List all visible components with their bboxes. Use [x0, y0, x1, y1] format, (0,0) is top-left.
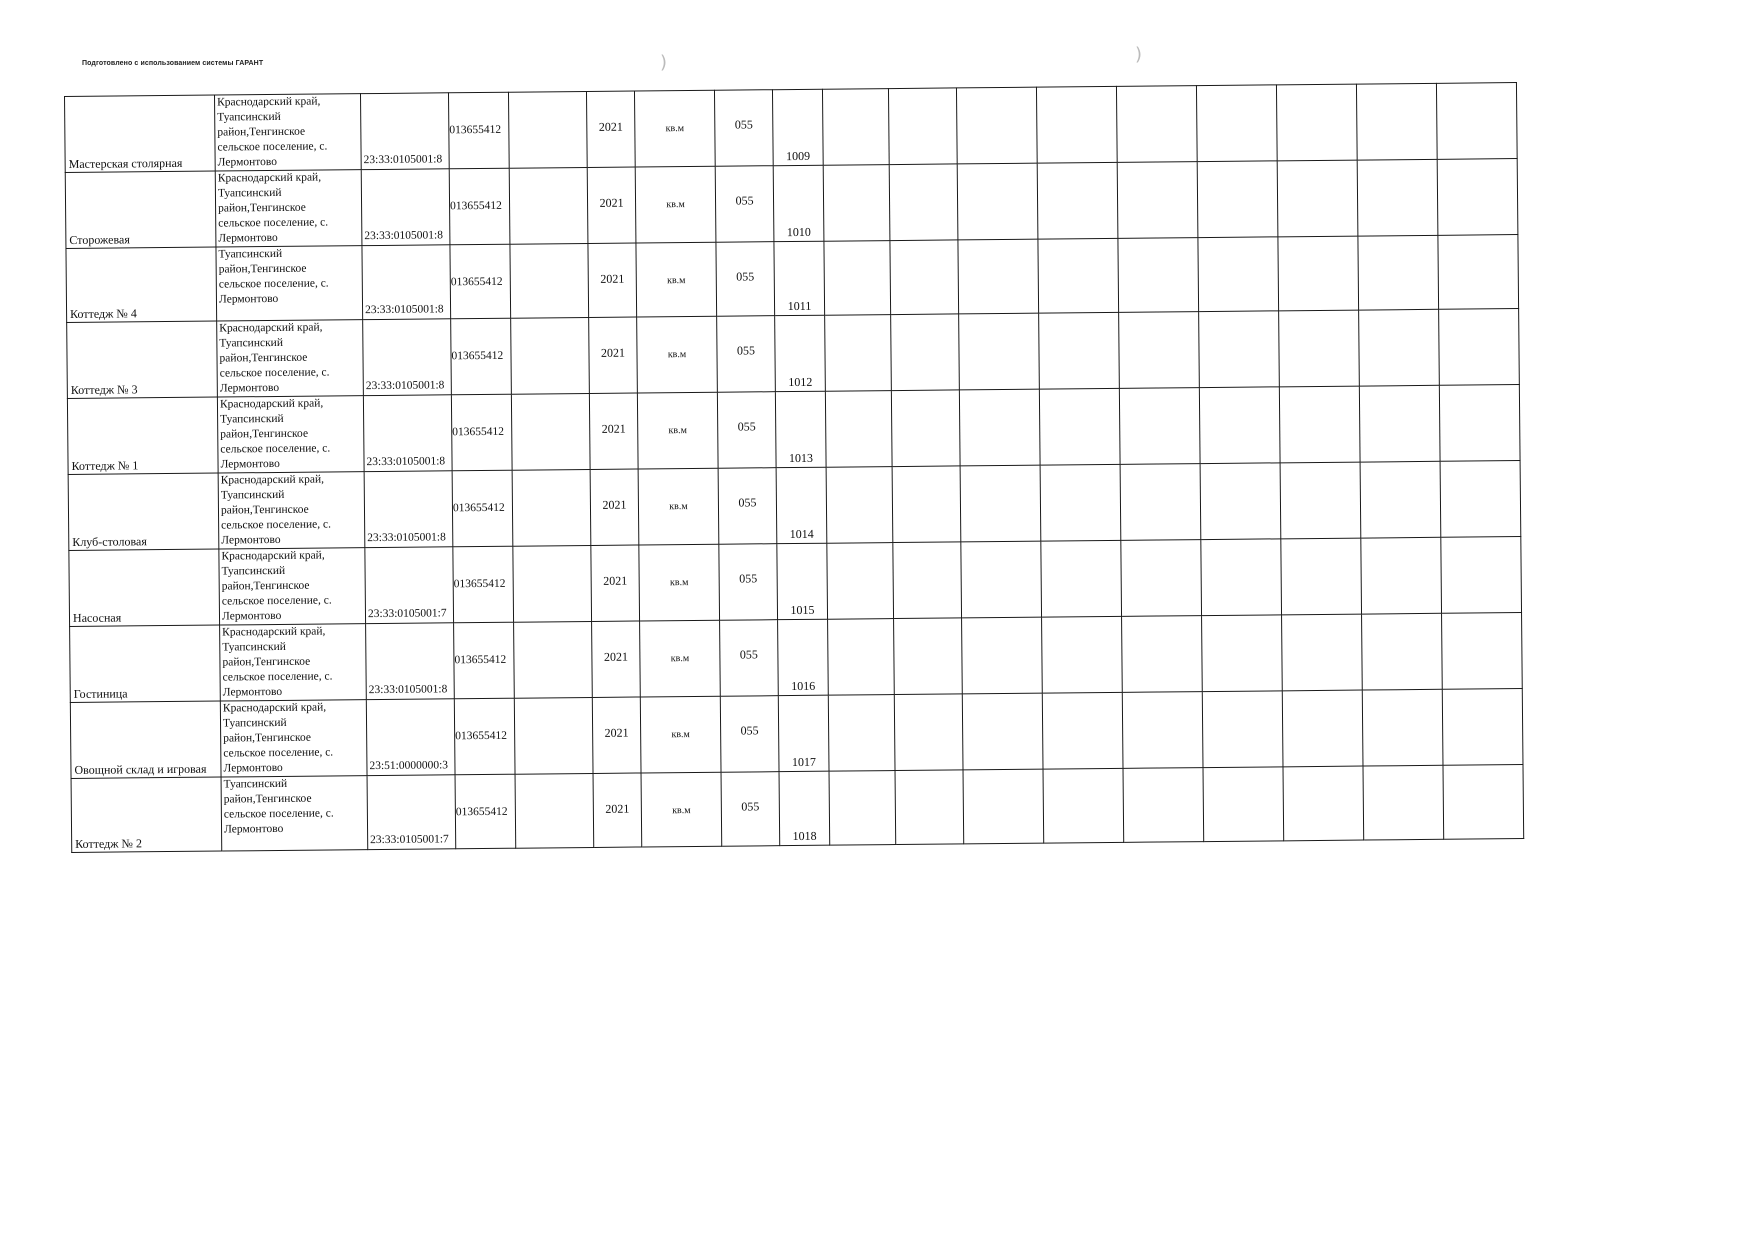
inventory-number-cell: 1014 — [776, 467, 827, 543]
empty-cell — [1121, 540, 1202, 617]
inventory-number-cell: 1017 — [778, 695, 829, 771]
unit-code-cell: 055 — [717, 316, 776, 393]
empty-cell — [1359, 309, 1440, 386]
address-cell: Туапсинский район,Тенгинское сельское поселение, с. Лермонтово — [216, 246, 363, 321]
empty-cell — [892, 466, 961, 543]
unit-code-cell: 055 — [715, 166, 774, 243]
empty-cell — [956, 87, 1037, 164]
year-cell: 2021 — [586, 91, 635, 167]
empty-cell — [1279, 386, 1360, 463]
empty-cell — [1117, 162, 1198, 239]
empty-cell — [1283, 766, 1364, 841]
empty-cell — [1202, 691, 1283, 768]
address-cell: Туапсинский район,Тенгинское сельское поселение, с. Лермонтово — [221, 776, 368, 851]
okpo-code-cell: 013655412 — [454, 622, 515, 699]
empty-cell — [1122, 692, 1203, 769]
cadastral-number-cell: 23:51:0000000:3 — [366, 699, 455, 776]
empty-cell — [510, 243, 589, 318]
cadastral-number-cell: 23:33:0105001:8 — [360, 93, 449, 170]
table-row — [69, 537, 1522, 627]
address-cell: Краснодарский край, Туапсинский район,Тенгинское сельское поселение, с. Лермонтово — [217, 320, 364, 397]
header-note: Подготовлено с использованием системы ГАРАНТ — [82, 60, 264, 67]
unit-cell: кв.м — [639, 544, 720, 621]
empty-cell — [961, 541, 1042, 618]
empty-cell — [895, 770, 964, 845]
unit-cell: кв.м — [637, 392, 718, 469]
address-cell: Краснодарский край, Туапсинский район,Тенгинское сельское поселение, с. Лермонтово — [220, 700, 367, 777]
property-register-table — [64, 82, 1524, 853]
empty-cell — [1437, 159, 1518, 236]
object-name-cell: Овощной склад и игровая — [70, 701, 221, 778]
okpo-code-cell: 013655412 — [449, 168, 510, 245]
cadastral-number-cell: 23:33:0105001:8 — [362, 245, 451, 320]
empty-cell — [958, 239, 1039, 314]
year-cell: 2021 — [589, 393, 638, 469]
empty-cell — [828, 695, 895, 772]
empty-cell — [513, 545, 592, 622]
empty-cell — [827, 543, 894, 620]
empty-cell — [1362, 689, 1443, 766]
object-name-cell: Гостиница — [70, 625, 221, 702]
empty-cell — [515, 773, 594, 848]
table-row — [68, 461, 1521, 551]
empty-cell — [829, 771, 896, 846]
empty-cell — [1041, 540, 1122, 617]
empty-cell — [962, 617, 1043, 694]
empty-cell — [1198, 237, 1279, 312]
year-cell: 2021 — [590, 469, 639, 545]
address-cell: Краснодарский край, Туапсинский район,Тенгинское сельское поселение, с. Лермонтово — [215, 170, 362, 247]
object-name-cell: Сторожевая — [65, 171, 216, 248]
table-row — [67, 309, 1520, 399]
empty-cell — [1037, 162, 1118, 239]
year-cell: 2021 — [587, 167, 636, 243]
okpo-code-cell: 013655412 — [455, 774, 516, 849]
empty-cell — [960, 465, 1041, 542]
object-name-cell: Насосная — [69, 549, 220, 626]
unit-cell: кв.м — [636, 242, 717, 317]
empty-cell — [963, 769, 1044, 844]
empty-cell — [1118, 238, 1199, 313]
empty-cell — [824, 241, 891, 316]
empty-cell — [826, 467, 893, 544]
empty-cell — [828, 619, 895, 696]
empty-cell — [1199, 387, 1280, 464]
okpo-code-cell: 013655412 — [453, 546, 514, 623]
empty-cell — [822, 89, 889, 166]
address-cell: Краснодарский край, Туапсинский район,Тенгинское сельское поселение, с. Лермонтово — [217, 396, 364, 473]
unit-cell: кв.м — [635, 166, 716, 243]
scan-artifact-mark: ) — [1135, 44, 1143, 65]
empty-cell — [823, 165, 890, 242]
unit-code-cell: 055 — [719, 544, 778, 621]
empty-cell — [1123, 768, 1204, 843]
empty-cell — [1119, 388, 1200, 465]
inventory-number-cell: 1010 — [773, 165, 824, 241]
unit-code-cell: 055 — [720, 620, 779, 697]
empty-cell — [959, 389, 1040, 466]
object-name-cell: Коттедж № 4 — [66, 247, 217, 322]
year-cell: 2021 — [589, 317, 638, 393]
empty-cell — [894, 694, 963, 771]
empty-cell — [1358, 235, 1439, 310]
cadastral-number-cell: 23:33:0105001:8 — [361, 169, 450, 246]
unit-cell: кв.м — [641, 772, 722, 847]
empty-cell — [1038, 238, 1119, 313]
cadastral-number-cell: 23:33:0105001:8 — [363, 395, 452, 472]
table-row — [66, 235, 1519, 323]
table-row — [71, 765, 1524, 853]
empty-cell — [1116, 86, 1197, 163]
okpo-code-cell: 013655412 — [452, 470, 513, 547]
table-row — [65, 159, 1518, 249]
empty-cell — [1043, 768, 1124, 843]
empty-cell — [959, 313, 1040, 390]
empty-cell — [825, 315, 892, 392]
empty-cell — [890, 240, 959, 315]
year-cell: 2021 — [591, 545, 640, 621]
unit-cell: кв.м — [637, 316, 718, 393]
inventory-number-cell: 1009 — [772, 89, 823, 165]
empty-cell — [962, 693, 1043, 770]
empty-cell — [512, 469, 591, 546]
inventory-number-cell: 1012 — [775, 315, 826, 391]
okpo-code-cell: 013655412 — [454, 698, 515, 775]
empty-cell — [1282, 614, 1363, 691]
empty-cell — [1438, 235, 1519, 310]
cadastral-number-cell: 23:33:0105001:8 — [364, 471, 453, 548]
empty-cell — [1441, 537, 1522, 614]
empty-cell — [1036, 86, 1117, 163]
object-name-cell: Мастерская столярная — [65, 95, 216, 172]
empty-cell — [508, 91, 587, 168]
address-cell: Краснодарский край, Туапсинский район,Тенгинское сельское поселение, с. Лермонтово — [218, 472, 365, 549]
empty-cell — [511, 317, 590, 394]
empty-cell — [891, 314, 960, 391]
cadastral-number-cell: 23:33:0105001:8 — [363, 319, 452, 396]
year-cell: 2021 — [592, 621, 641, 697]
unit-cell: кв.м — [640, 696, 721, 773]
empty-cell — [1442, 689, 1523, 766]
year-cell: 2021 — [588, 243, 637, 317]
cadastral-number-cell: 23:33:0105001:7 — [365, 547, 454, 624]
empty-cell — [893, 542, 962, 619]
okpo-code-cell: 013655412 — [450, 244, 511, 319]
cadastral-number-cell: 23:33:0105001:7 — [367, 775, 456, 850]
empty-cell — [511, 393, 590, 470]
year-cell: 2021 — [592, 697, 641, 773]
inventory-number-cell: 1018 — [779, 771, 830, 845]
empty-cell — [891, 390, 960, 467]
empty-cell — [1039, 388, 1120, 465]
okpo-code-cell: 013655412 — [448, 92, 509, 169]
empty-cell — [825, 391, 892, 468]
empty-cell — [1356, 83, 1437, 160]
empty-cell — [1203, 767, 1284, 842]
empty-cell — [1276, 84, 1357, 161]
empty-cell — [1042, 692, 1123, 769]
empty-cell — [1357, 159, 1438, 236]
empty-cell — [1200, 463, 1281, 540]
okpo-code-cell: 013655412 — [451, 394, 512, 471]
empty-cell — [957, 163, 1038, 240]
empty-cell — [1361, 537, 1442, 614]
empty-cell — [1042, 616, 1123, 693]
empty-cell — [1199, 311, 1280, 388]
scan-artifact-mark: ) — [660, 52, 668, 73]
empty-cell — [1277, 160, 1358, 237]
okpo-code-cell: 013655412 — [451, 318, 512, 395]
empty-cell — [1439, 309, 1520, 386]
object-name-cell: Коттедж № 1 — [67, 397, 218, 474]
unit-cell: кв.м — [640, 620, 721, 697]
empty-cell — [1280, 462, 1361, 539]
empty-cell — [514, 697, 593, 774]
empty-cell — [1040, 464, 1121, 541]
unit-code-cell: 055 — [721, 772, 780, 847]
empty-cell — [888, 88, 957, 165]
cadastral-number-cell: 23:33:0105001:8 — [366, 623, 455, 700]
empty-cell — [889, 164, 958, 241]
empty-cell — [1359, 385, 1440, 462]
empty-cell — [1436, 83, 1517, 160]
inventory-number-cell: 1013 — [775, 391, 826, 467]
empty-cell — [1281, 538, 1362, 615]
empty-cell — [1440, 461, 1521, 538]
empty-cell — [1120, 464, 1201, 541]
unit-code-cell: 055 — [716, 242, 775, 317]
empty-cell — [1443, 765, 1524, 840]
table-body — [65, 83, 1524, 853]
empty-cell — [1362, 613, 1443, 690]
empty-cell — [1442, 613, 1523, 690]
empty-cell — [1039, 312, 1120, 389]
table-row — [70, 689, 1523, 779]
empty-cell — [1279, 310, 1360, 387]
empty-cell — [1201, 539, 1282, 616]
document-table-container — [64, 82, 1524, 853]
object-name-cell: Клуб-столовая — [68, 473, 219, 550]
unit-cell: кв.м — [634, 90, 715, 167]
table-row — [70, 613, 1523, 703]
address-cell: Краснодарский край, Туапсинский район,Тенгинское сельское поселение, с. Лермонтово — [219, 548, 366, 625]
unit-code-cell: 055 — [720, 696, 779, 773]
empty-cell — [1278, 236, 1359, 311]
empty-cell — [514, 621, 593, 698]
empty-cell — [1282, 690, 1363, 767]
empty-cell — [1363, 765, 1444, 840]
empty-cell — [894, 618, 963, 695]
object-name-cell: Коттедж № 2 — [71, 777, 222, 852]
inventory-number-cell: 1016 — [778, 619, 829, 695]
empty-cell — [1439, 385, 1520, 462]
empty-cell — [509, 167, 588, 244]
unit-cell: кв.м — [638, 468, 719, 545]
inventory-number-cell: 1011 — [774, 241, 825, 315]
empty-cell — [1122, 616, 1203, 693]
empty-cell — [1196, 85, 1277, 162]
empty-cell — [1197, 161, 1278, 238]
address-cell: Краснодарский край, Туапсинский район,Тенгинское сельское поселение, с. Лермонтово — [220, 624, 367, 701]
empty-cell — [1360, 461, 1441, 538]
empty-cell — [1119, 312, 1200, 389]
unit-code-cell: 055 — [714, 90, 773, 167]
year-cell: 2021 — [593, 773, 642, 847]
inventory-number-cell: 1015 — [777, 543, 828, 619]
table-row — [67, 385, 1520, 475]
object-name-cell: Коттедж № 3 — [67, 321, 218, 398]
empty-cell — [1202, 615, 1283, 692]
table-row — [65, 83, 1518, 173]
address-cell: Краснодарский край, Туапсинский район,Тенгинское сельское поселение, с. Лермонтово — [214, 94, 361, 171]
unit-code-cell: 055 — [718, 468, 777, 545]
unit-code-cell: 055 — [717, 392, 776, 469]
